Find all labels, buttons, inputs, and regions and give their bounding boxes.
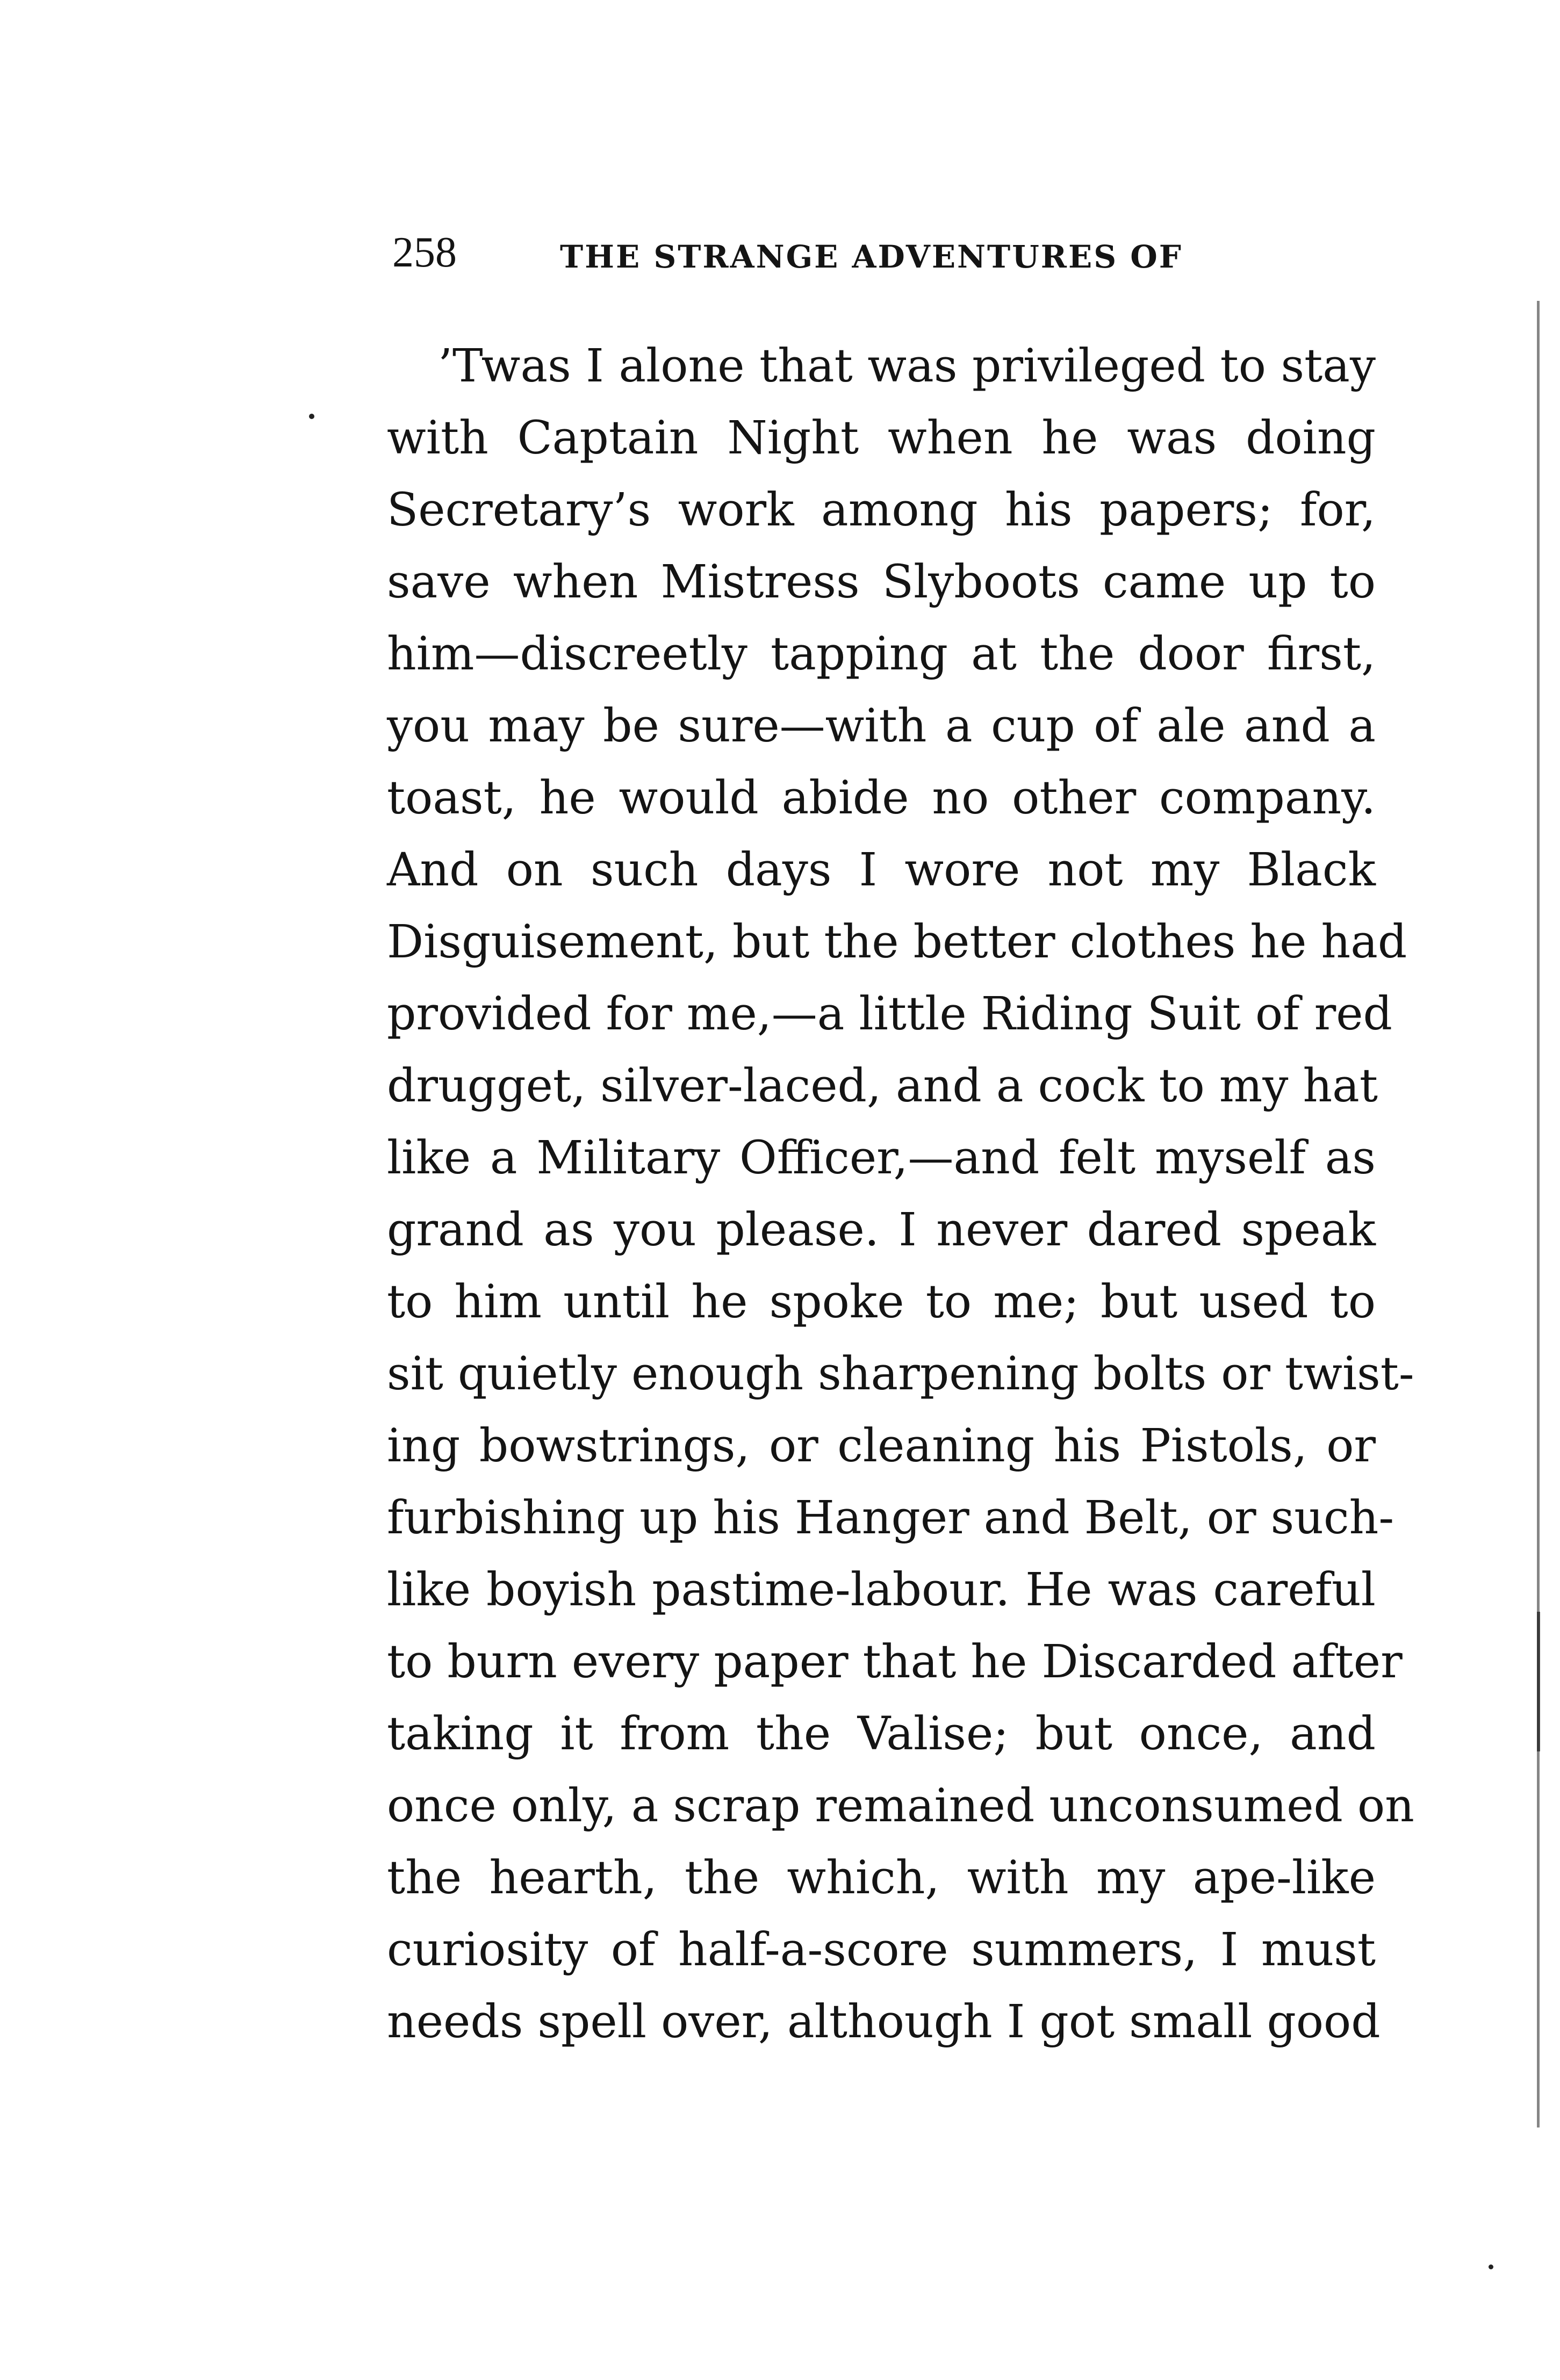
text-line: with Captain Night when he was doing: [387, 412, 1376, 465]
text-line: drugget, silver-laced, and a cock to my hat: [387, 1059, 1378, 1113]
text-line: to him until he spoke to me; but used to: [387, 1275, 1376, 1329]
page-header: [392, 226, 1252, 295]
page-edge-speck: [1537, 1612, 1540, 1751]
text-line: to burn every paper that he Discarded after: [387, 1635, 1403, 1689]
text-line: save when Mistress Slyboots came up to: [387, 556, 1376, 609]
page-edge-line: [1537, 301, 1540, 2127]
text-line: you may be sure—with a cup of ale and a: [387, 699, 1376, 753]
scan-speck: [309, 414, 314, 419]
text-line: once only, a scrap remained unconsumed on: [387, 1779, 1414, 1833]
text-line: the hearth, the which, with my ape-like: [387, 1851, 1376, 1905]
text-line: ’Twas I alone that was privileged to stay: [438, 340, 1376, 393]
text-line: Disguisement, but the better clothes he had: [387, 915, 1407, 969]
text-line: furbishing up his Hanger and Belt, or such-: [387, 1491, 1394, 1545]
text-line: ing bowstrings, or cleaning his Pistols, or: [387, 1419, 1376, 1473]
text-line: provided for me,—a little Riding Suit of red: [387, 987, 1392, 1041]
text-line: needs spell over, although I got small good: [387, 1995, 1381, 2049]
text-line: taking it from the Valise; but once, and: [387, 1707, 1376, 1761]
text-line: And on such days I wore not my Black: [387, 843, 1376, 897]
scan-speck: [1489, 2264, 1493, 2269]
body-text: [387, 330, 1414, 2058]
running-title: THE STRANGE ADVENTURES OF: [560, 239, 1183, 275]
text-line: sit quietly enough sharpening bolts or twist-: [387, 1347, 1414, 1401]
text-line: grand as you please. I never dared speak: [387, 1203, 1376, 1257]
text-line: like a Military Officer,—and felt myself as: [387, 1131, 1376, 1185]
text-line: like boyish pastime-labour. He was careful: [387, 1563, 1376, 1617]
text-line: toast, he would abide no other company.: [387, 771, 1376, 825]
text-line: Secretary’s work among his papers; for,: [387, 484, 1376, 537]
text-line: curiosity of half-a-score summers, I must: [387, 1923, 1376, 1977]
page-number: 258: [392, 229, 457, 276]
text-line: him—discreetly tapping at the door first,: [387, 628, 1376, 681]
